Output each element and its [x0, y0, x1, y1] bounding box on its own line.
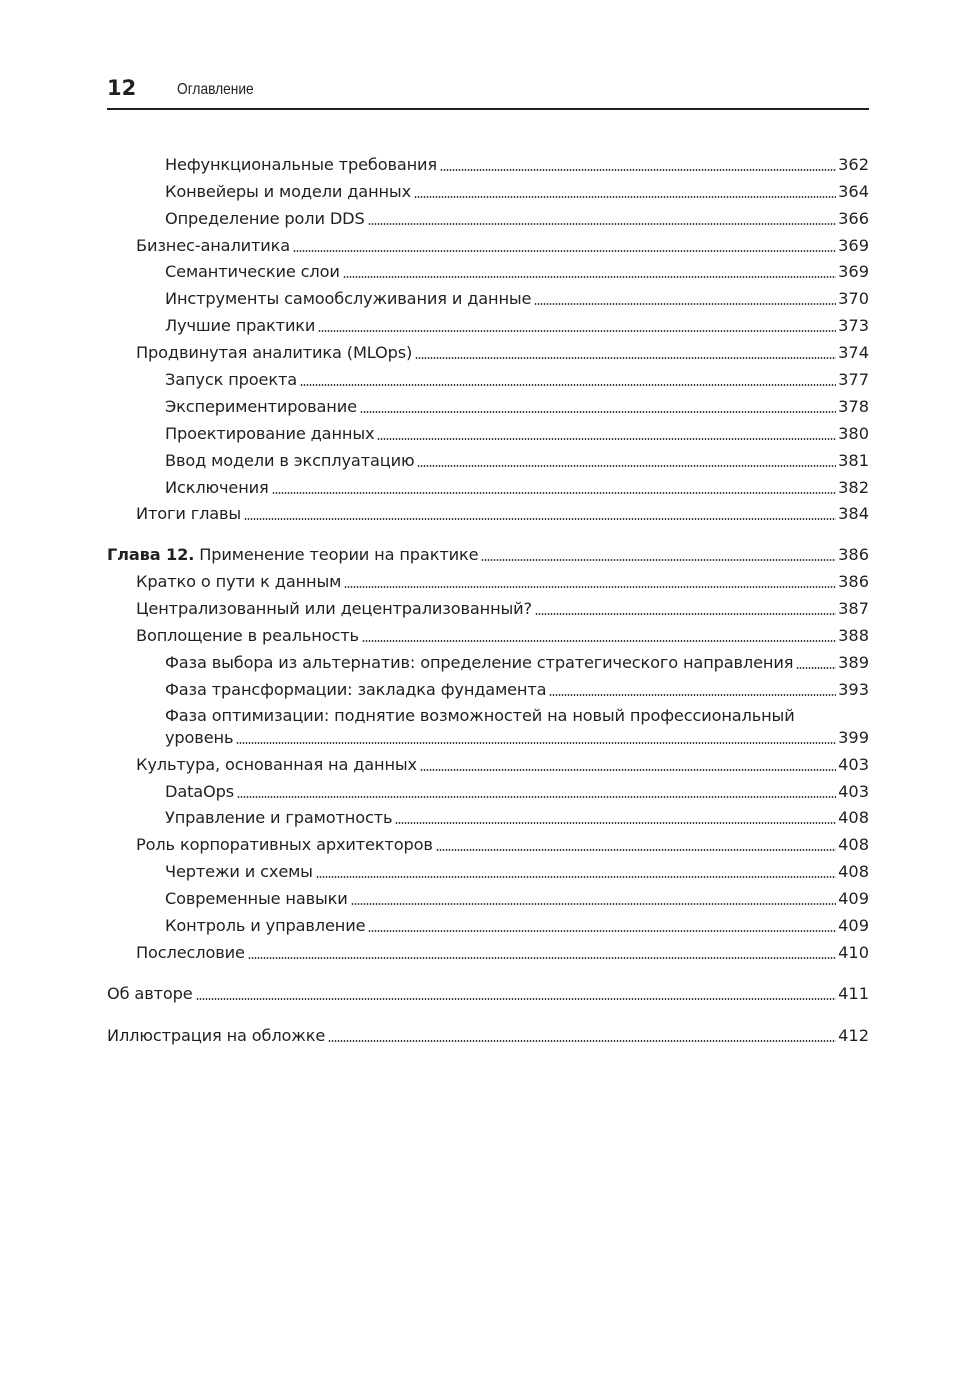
toc-entry-title: Проектирование данных — [165, 423, 375, 443]
dot-leader — [395, 822, 836, 824]
toc-entry-page: 370 — [838, 289, 869, 309]
dot-leader — [237, 796, 836, 798]
toc-entry[interactable] — [107, 909, 869, 936]
toc-entry-page: 373 — [838, 316, 869, 336]
toc-entry-title: Контроль и управление — [165, 916, 366, 936]
toc-entry-title: Инструменты самообслуживания и данные — [165, 289, 532, 309]
toc-entry-title — [107, 545, 478, 565]
toc-entry[interactable] — [107, 882, 869, 909]
toc-entry-page: 384 — [838, 504, 869, 524]
dot-leader — [248, 957, 836, 959]
running-title: Оглавление — [177, 81, 254, 98]
toc-entry-title: Определение роли DDS — [165, 208, 365, 228]
toc-entry-title: Иллюстрация на обложке — [107, 1025, 326, 1045]
toc-entry-page: 403 — [838, 781, 869, 801]
toc-entry-title: Роль корпоративных архитекторов — [136, 835, 433, 855]
toc-entry-title: Итоги главы — [136, 504, 242, 524]
toc-entry-title: Нефункциональные требования — [165, 154, 438, 174]
dot-leader — [481, 559, 836, 561]
toc-entry-page: 412 — [838, 1025, 869, 1045]
toc-entry-title: Воплощение в реальность — [136, 626, 359, 646]
dot-leader — [368, 930, 836, 932]
toc-entry-page: 386 — [838, 572, 869, 592]
toc-entry-page: 410 — [838, 942, 869, 962]
page-header — [107, 74, 869, 110]
dot-leader — [440, 169, 836, 171]
toc-section-previous-chapter — [107, 148, 869, 524]
toc-entry-wrapped[interactable] — [107, 700, 869, 748]
toc-entry[interactable] — [107, 148, 869, 175]
toc-entry-page: 411 — [838, 983, 869, 1003]
toc-entry[interactable] — [107, 855, 869, 882]
toc-entry-title-line1: Фаза оптимизации: поднятие возможностей на новый профессиональный — [165, 705, 795, 725]
chapter-label: Глава 12. — [107, 545, 195, 565]
toc-entry-page: 408 — [838, 835, 869, 855]
toc-entry-page: 386 — [838, 545, 869, 565]
toc-chapter-12[interactable] — [107, 538, 869, 565]
toc-entry[interactable] — [107, 336, 869, 363]
toc-entry-page: 409 — [838, 889, 869, 909]
dot-leader — [244, 518, 836, 520]
toc-entry[interactable] — [107, 256, 869, 283]
toc-section-chapter-12-part1 — [107, 565, 869, 699]
dot-leader — [415, 357, 836, 359]
table-of-contents — [107, 148, 869, 1046]
toc-entry[interactable] — [107, 619, 869, 646]
dot-leader — [272, 492, 836, 494]
dot-leader — [196, 998, 837, 1000]
dot-leader — [417, 465, 836, 467]
toc-section-chapter-12-part2 — [107, 748, 869, 963]
toc-entry[interactable] — [107, 309, 869, 336]
toc-entry-title: Централизованный или децентрализованный? — [136, 599, 532, 619]
toc-entry-title: Продвинутая аналитика (MLOps) — [136, 343, 413, 363]
toc-entry[interactable] — [107, 775, 869, 802]
toc-entry[interactable] — [107, 936, 869, 963]
dot-leader — [796, 667, 836, 669]
toc-entry-title: DataOps — [165, 781, 235, 801]
toc-entry[interactable] — [107, 1019, 869, 1046]
dot-leader — [535, 613, 836, 615]
toc-entry[interactable] — [107, 565, 869, 592]
toc-entry[interactable] — [107, 748, 869, 775]
toc-entry[interactable] — [107, 175, 869, 202]
dot-leader — [549, 694, 836, 696]
toc-entry-page: 399 — [838, 727, 869, 747]
toc-entry[interactable] — [107, 673, 869, 700]
toc-entry-title: Исключения — [165, 477, 269, 497]
dot-leader — [293, 250, 836, 252]
toc-entry-page: 362 — [838, 154, 869, 174]
toc-entry-page: 389 — [838, 652, 869, 672]
toc-entry-page: 409 — [838, 916, 869, 936]
toc-entry[interactable] — [107, 202, 869, 229]
dot-leader — [316, 876, 836, 878]
chapter-title: Применение теории на практике — [199, 545, 479, 565]
toc-entry-title: Культура, основанная на данных — [136, 754, 417, 774]
toc-entry-line2 — [165, 726, 869, 748]
toc-entry-page: 388 — [838, 626, 869, 646]
toc-entry-title: Запуск проекта — [165, 370, 298, 390]
toc-entry-title-line2: уровень — [165, 727, 234, 747]
toc-entry-title: Семантические слои — [165, 262, 340, 282]
toc-entry-title: Кратко о пути к данным — [136, 572, 342, 592]
toc-entry-page: 369 — [838, 235, 869, 255]
toc-entry[interactable] — [107, 592, 869, 619]
toc-entry-page: 382 — [838, 477, 869, 497]
toc-entry[interactable] — [107, 646, 869, 673]
dot-leader — [436, 849, 836, 851]
toc-entry-page: 378 — [838, 396, 869, 416]
toc-entry-title: Управление и грамотность — [165, 808, 393, 828]
toc-entry[interactable] — [107, 802, 869, 829]
dot-leader — [344, 586, 836, 588]
toc-entry-title: Ввод модели в эксплуатацию — [165, 450, 415, 470]
toc-entry-title: Конвейеры и модели данных — [165, 181, 411, 201]
toc-entry-page: 408 — [838, 808, 869, 828]
dot-leader — [343, 276, 836, 278]
toc-entry-title: Об авторе — [107, 983, 193, 1003]
dot-leader — [368, 223, 836, 225]
toc-entry-title: Чертежи и схемы — [165, 862, 313, 882]
toc-entry-title: Экспериментирование — [165, 396, 357, 416]
toc-entry-page: 387 — [838, 599, 869, 619]
toc-entry[interactable] — [107, 390, 869, 417]
dot-leader — [414, 196, 836, 198]
toc-entry-page: 366 — [838, 208, 869, 228]
toc-entry[interactable] — [107, 471, 869, 498]
toc-entry[interactable] — [107, 229, 869, 256]
toc-entry-title: Фаза трансформации: закладка фундамента — [165, 679, 547, 699]
toc-entry-page: 374 — [838, 343, 869, 363]
toc-entry-title: Лучшие практики — [165, 316, 316, 336]
toc-entry-page: 381 — [838, 450, 869, 470]
toc-entry-page: 403 — [838, 754, 869, 774]
toc-entry[interactable] — [107, 977, 869, 1004]
dot-leader — [534, 303, 836, 305]
toc-entry[interactable] — [107, 282, 869, 309]
dot-leader — [360, 411, 836, 413]
toc-entry[interactable] — [107, 444, 869, 471]
toc-entry-page: 369 — [838, 262, 869, 282]
toc-entry-title: Современные навыки — [165, 889, 348, 909]
toc-entry-page: 364 — [838, 181, 869, 201]
toc-entry[interactable] — [107, 498, 869, 525]
dot-leader — [300, 384, 836, 386]
dot-leader — [328, 1040, 836, 1042]
toc-entry-page: 408 — [838, 862, 869, 882]
dot-leader — [362, 640, 836, 642]
dot-leader — [377, 438, 836, 440]
toc-entry-page: 380 — [838, 423, 869, 443]
toc-entry-title: Бизнес-аналитика — [136, 235, 291, 255]
dot-leader — [351, 903, 836, 905]
dot-leader — [236, 742, 836, 744]
toc-entry[interactable] — [107, 828, 869, 855]
dot-leader — [318, 330, 836, 332]
page-number: 12 — [107, 76, 137, 100]
toc-entry[interactable] — [107, 417, 869, 444]
toc-entry-page: 393 — [838, 679, 869, 699]
toc-entry[interactable] — [107, 363, 869, 390]
dot-leader — [420, 769, 836, 771]
toc-entry-title: Послесловие — [136, 942, 245, 962]
toc-entry-page: 377 — [838, 370, 869, 390]
toc-entry-title: Фаза выбора из альтернатив: определение стратегического направления — [165, 652, 794, 672]
toc-section-back-matter — [107, 977, 869, 1046]
